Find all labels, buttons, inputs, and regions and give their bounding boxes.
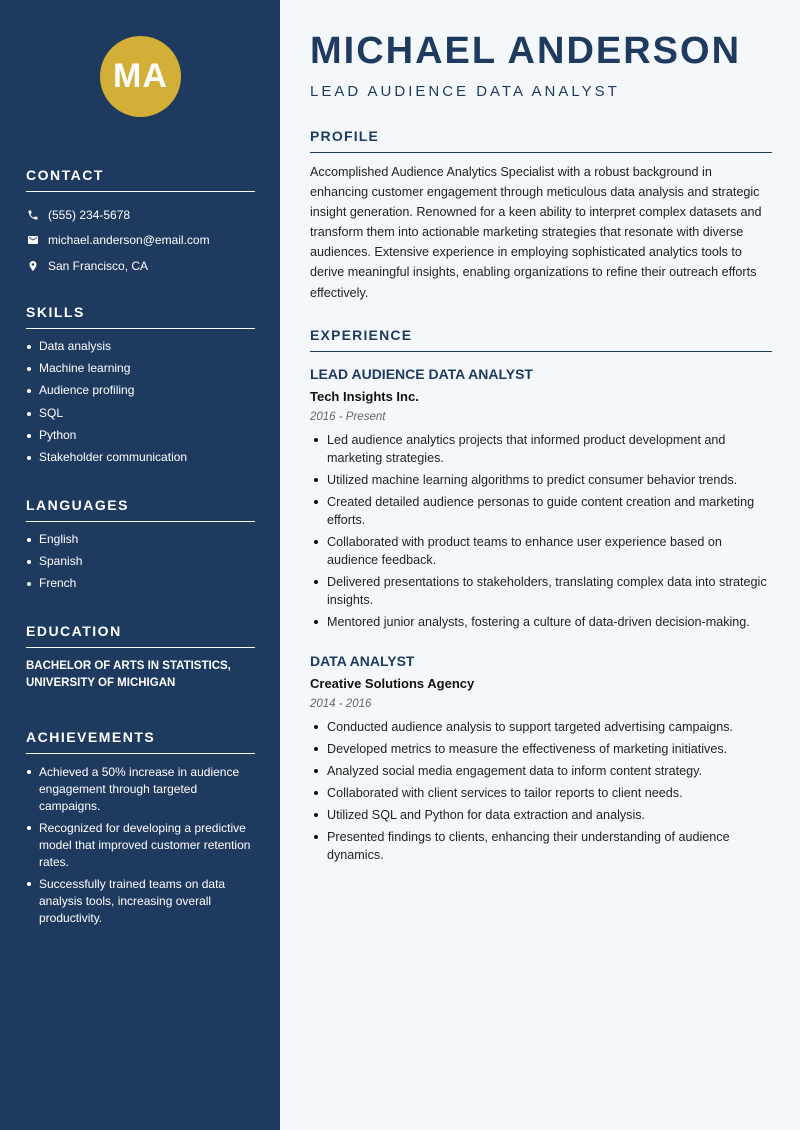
phone-icon: [26, 208, 40, 222]
contact-heading: CONTACT: [26, 167, 255, 192]
job-entry: [310, 653, 772, 868]
phone-text: (555) 234-5678: [48, 207, 131, 222]
avatar-initials: MA: [113, 57, 168, 95]
skills-heading: SKILLS: [26, 304, 255, 329]
skill-item: SQL: [26, 406, 255, 428]
experience-heading: EXPERIENCE: [310, 327, 772, 352]
education-heading: EDUCATION: [26, 623, 255, 648]
achievement-item: Successfully trained teams on data analysis tools, increasing overall productivity.: [26, 876, 255, 927]
experience-section: [310, 327, 772, 352]
skill-item: Audience profiling: [26, 383, 255, 405]
job-dates: 2014 - 2016: [310, 698, 372, 710]
profile-text: Accomplished Audience Analytics Specialist with a robust background in enhancing customer engagement through meticulous data analysis and strategic insight generation. Renowned for a keen ability to interpret complex datasets and transform them into actionable marketing strategies that resonate with diverse audiences. Extensive experience in employing sophisticated analytics tools to derive meaningful insights, enabling organizations to refine their outreach efforts effectively.: [310, 165, 762, 300]
job-title: LEAD AUDIENCE DATA ANALYST: [310, 366, 533, 382]
skill-item: Data analysis: [26, 339, 255, 361]
languages-list: [26, 532, 255, 599]
achievement-item: Achieved a 50% increase in audience engagement through targeted campaigns.: [26, 764, 255, 815]
email-icon: [26, 233, 40, 247]
job-bullets: [310, 718, 772, 864]
language-item: Spanish: [26, 554, 255, 576]
achievements-heading: ACHIEVEMENTS: [26, 729, 255, 754]
job-bullet: Delivered presentations to stakeholders, translating complex data into strategic insights.: [310, 573, 772, 609]
job-bullet: Collaborated with client services to tailor reports to client needs.: [310, 784, 772, 802]
job-title: DATA ANALYST: [310, 653, 415, 669]
email-text: michael.anderson@email.com: [48, 233, 210, 248]
skill-item: Python: [26, 428, 255, 450]
education-degree: BACHELOR OF ARTS IN STATISTICS, UNIVERSITY OF MICHIGAN: [26, 660, 231, 689]
candidate-name: MICHAEL ANDERSON: [310, 30, 742, 72]
avatar: [100, 36, 181, 117]
skill-item: Stakeholder communication: [26, 450, 255, 472]
sidebar: [0, 0, 280, 1130]
job-bullet: Conducted audience analysis to support targeted advertising campaigns.: [310, 718, 772, 736]
job-bullet: Presented findings to clients, enhancing their understanding of audience dynamics.: [310, 828, 772, 864]
job-bullet: Collaborated with product teams to enhance user experience based on audience feedback.: [310, 533, 772, 569]
job-bullet: Led audience analytics projects that informed product development and marketing strategies.: [310, 431, 772, 467]
achievement-item: Recognized for developing a predictive model that improved customer retention rates.: [26, 820, 255, 871]
job-bullet: Utilized machine learning algorithms to predict consumer behavior trends.: [310, 471, 772, 489]
job-bullet: Analyzed social media engagement data to inform content strategy.: [310, 762, 772, 780]
contact-section: [26, 167, 255, 279]
job-bullet: Utilized SQL and Python for data extraction and analysis.: [310, 806, 772, 824]
job-bullets: [310, 431, 772, 631]
job-bullet: Mentored junior analysts, fostering a culture of data-driven decision-making.: [310, 613, 772, 631]
achievements-list: [26, 764, 255, 927]
job-entry: [310, 366, 772, 635]
language-item: French: [26, 576, 255, 598]
job-bullet: Developed metrics to measure the effectiveness of marketing initiatives.: [310, 740, 772, 758]
job-dates: 2016 - Present: [310, 411, 386, 423]
skills-list: [26, 339, 255, 472]
job-company: Tech Insights Inc.: [310, 389, 419, 404]
education-section: [26, 623, 255, 692]
languages-heading: LANGUAGES: [26, 497, 255, 522]
contact-phone: [26, 202, 255, 228]
skill-item: Machine learning: [26, 361, 255, 383]
contact-email: [26, 228, 255, 254]
candidate-title: LEAD AUDIENCE DATA ANALYST: [310, 83, 620, 100]
contact-location: [26, 253, 255, 279]
profile-heading: PROFILE: [310, 128, 772, 153]
languages-section: [26, 497, 255, 599]
achievements-section: [26, 729, 255, 932]
job-company: Creative Solutions Agency: [310, 676, 475, 691]
skills-section: [26, 304, 255, 472]
location-text: San Francisco, CA: [48, 258, 149, 273]
profile-section: [310, 128, 772, 303]
language-item: English: [26, 532, 255, 554]
location-icon: [26, 259, 40, 273]
job-bullet: Created detailed audience personas to guide content creation and marketing efforts.: [310, 493, 772, 529]
